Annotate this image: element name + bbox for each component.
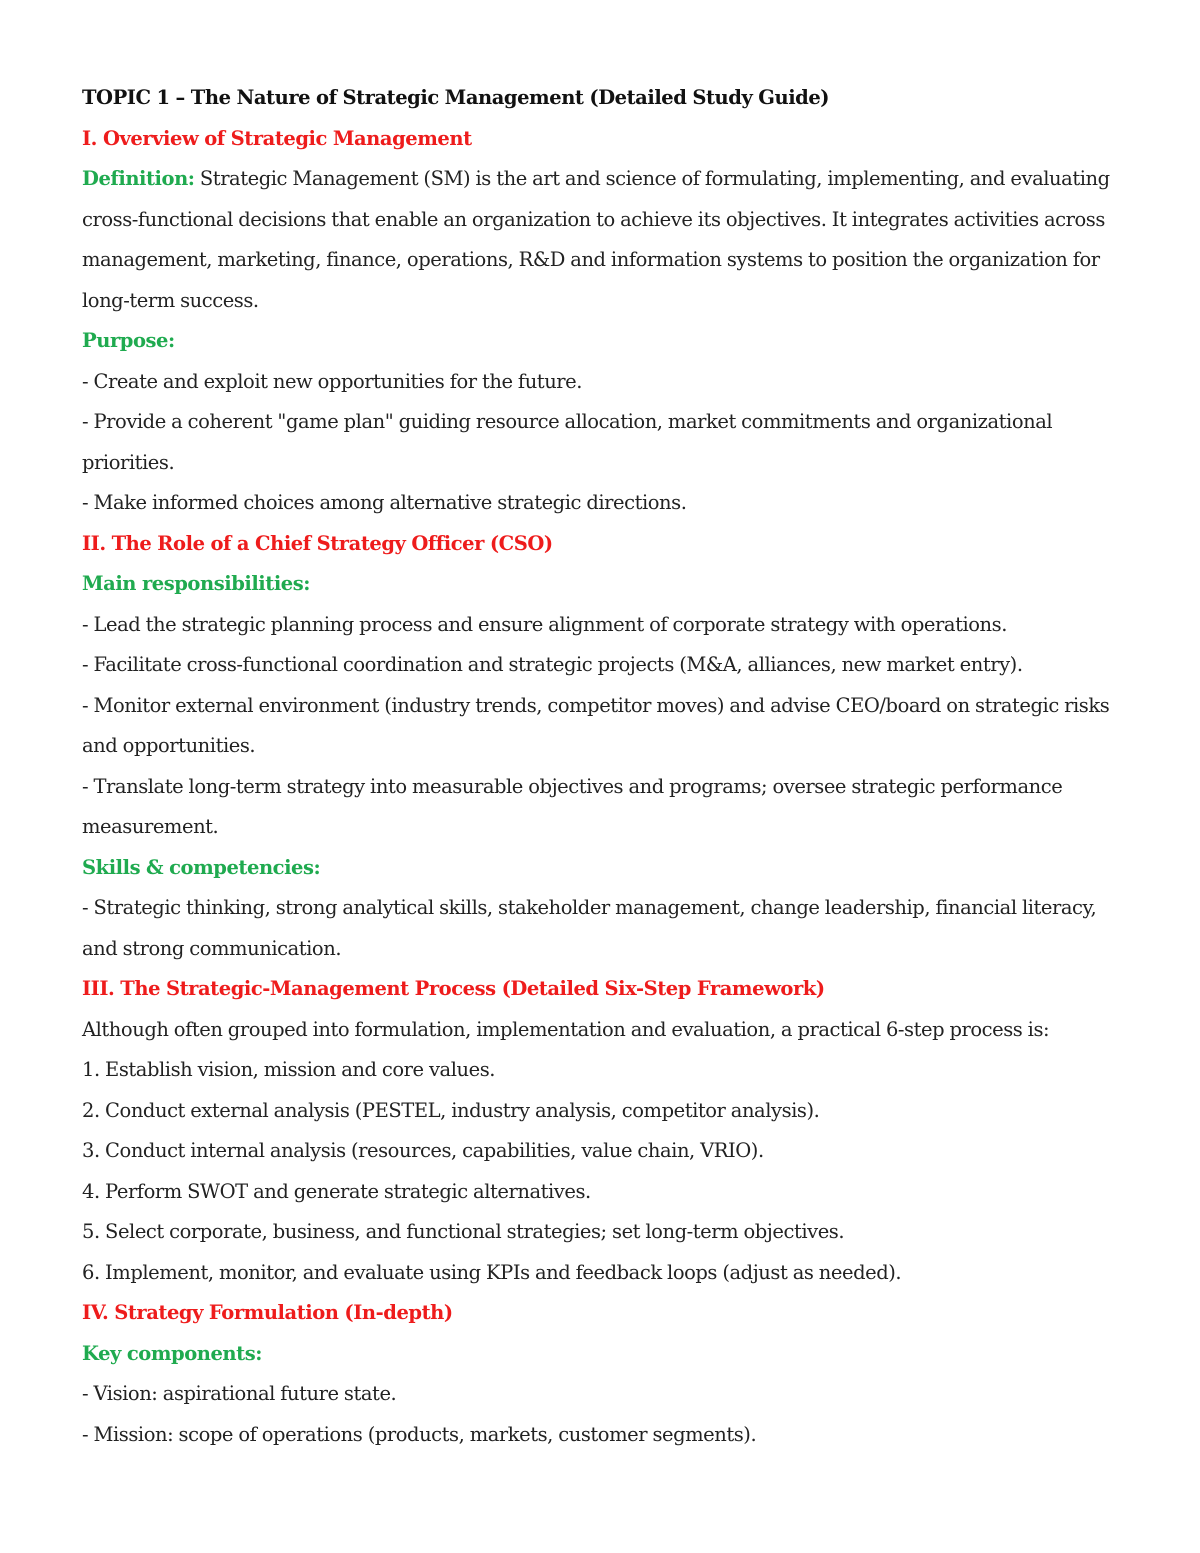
step-item: 2. Conduct external analysis (PESTEL, industry analysis, competitor analysis). <box>82 1098 820 1122</box>
definition-paragraph <box>82 159 1122 321</box>
list-item: - Create and exploit new opportunities for the future. <box>82 369 583 393</box>
step-item: 4. Perform SWOT and generate strategic alternatives. <box>82 1179 591 1203</box>
step-item: 5. Select corporate, business, and functional strategies; set long-term objectives. <box>82 1220 845 1243</box>
document-page <box>82 78 1122 1455</box>
list-item: - Translate long-term strategy into measurable objectives and programs; oversee strategic performance measurement. <box>82 774 1063 838</box>
list-item: - Strategic thinking, strong analytical skills, stakeholder management, change leadership, financial literacy, and strong communication. <box>82 896 1097 960</box>
definition-label: Definition: <box>82 167 195 190</box>
list-item: - Monitor external environment (industry trends, competitor moves) and advise CEO/board on strategic risks and opportunities. <box>82 693 1110 757</box>
section-heading-cso: II. The Role of a Chief Strategy Officer (CSO) <box>82 531 553 555</box>
document-title: TOPIC 1 – The Nature of Strategic Management (Detailed Study Guide) <box>82 86 830 109</box>
step-item: 3. Conduct internal analysis (resources, capabilities, value chain, VRIO). <box>82 1139 764 1162</box>
step-item: 6. Implement, monitor, and evaluate using KPIs and feedback loops (adjust as needed). <box>82 1260 902 1284</box>
process-intro: Although often grouped into formulation, implementation and evaluation, a practical 6-step process is: <box>82 1017 1050 1041</box>
purpose-label: Purpose: <box>82 329 175 352</box>
step-item: 1. Establish vision, mission and core values. <box>82 1058 496 1081</box>
definition-text: Strategic Management (SM) is the art and science of formulating, implementing, and evaluating cross-functional decisions that enable an organization to achieve its objectives. It integrates activities across management, marketing, finance, operations, R&D and information systems to position the organization for long-term success. <box>82 167 1110 312</box>
section-heading-process: III. The Strategic-Management Process (Detailed Six-Step Framework) <box>82 977 825 1000</box>
responsibilities-label: Main responsibilities: <box>82 572 311 595</box>
list-item: - Make informed choices among alternative strategic directions. <box>82 491 687 514</box>
list-item: - Mission: scope of operations (products, markets, customer segments). <box>82 1422 757 1446</box>
section-heading-formulation: IV. Strategy Formulation (In-depth) <box>82 1301 453 1324</box>
list-item: - Facilitate cross-functional coordination and strategic projects (M&A, alliances, new market entry). <box>82 653 1023 676</box>
list-item: - Provide a coherent "game plan" guiding resource allocation, market commitments and organizational priorities. <box>82 410 1053 474</box>
list-item: - Lead the strategic planning process and ensure alignment of corporate strategy with operations. <box>82 612 1007 636</box>
list-item: - Vision: aspirational future state. <box>82 1382 397 1405</box>
key-components-label: Key components: <box>82 1341 262 1365</box>
skills-label: Skills & competencies: <box>82 855 321 879</box>
section-heading-overview: I. Overview of Strategic Management <box>82 126 472 150</box>
